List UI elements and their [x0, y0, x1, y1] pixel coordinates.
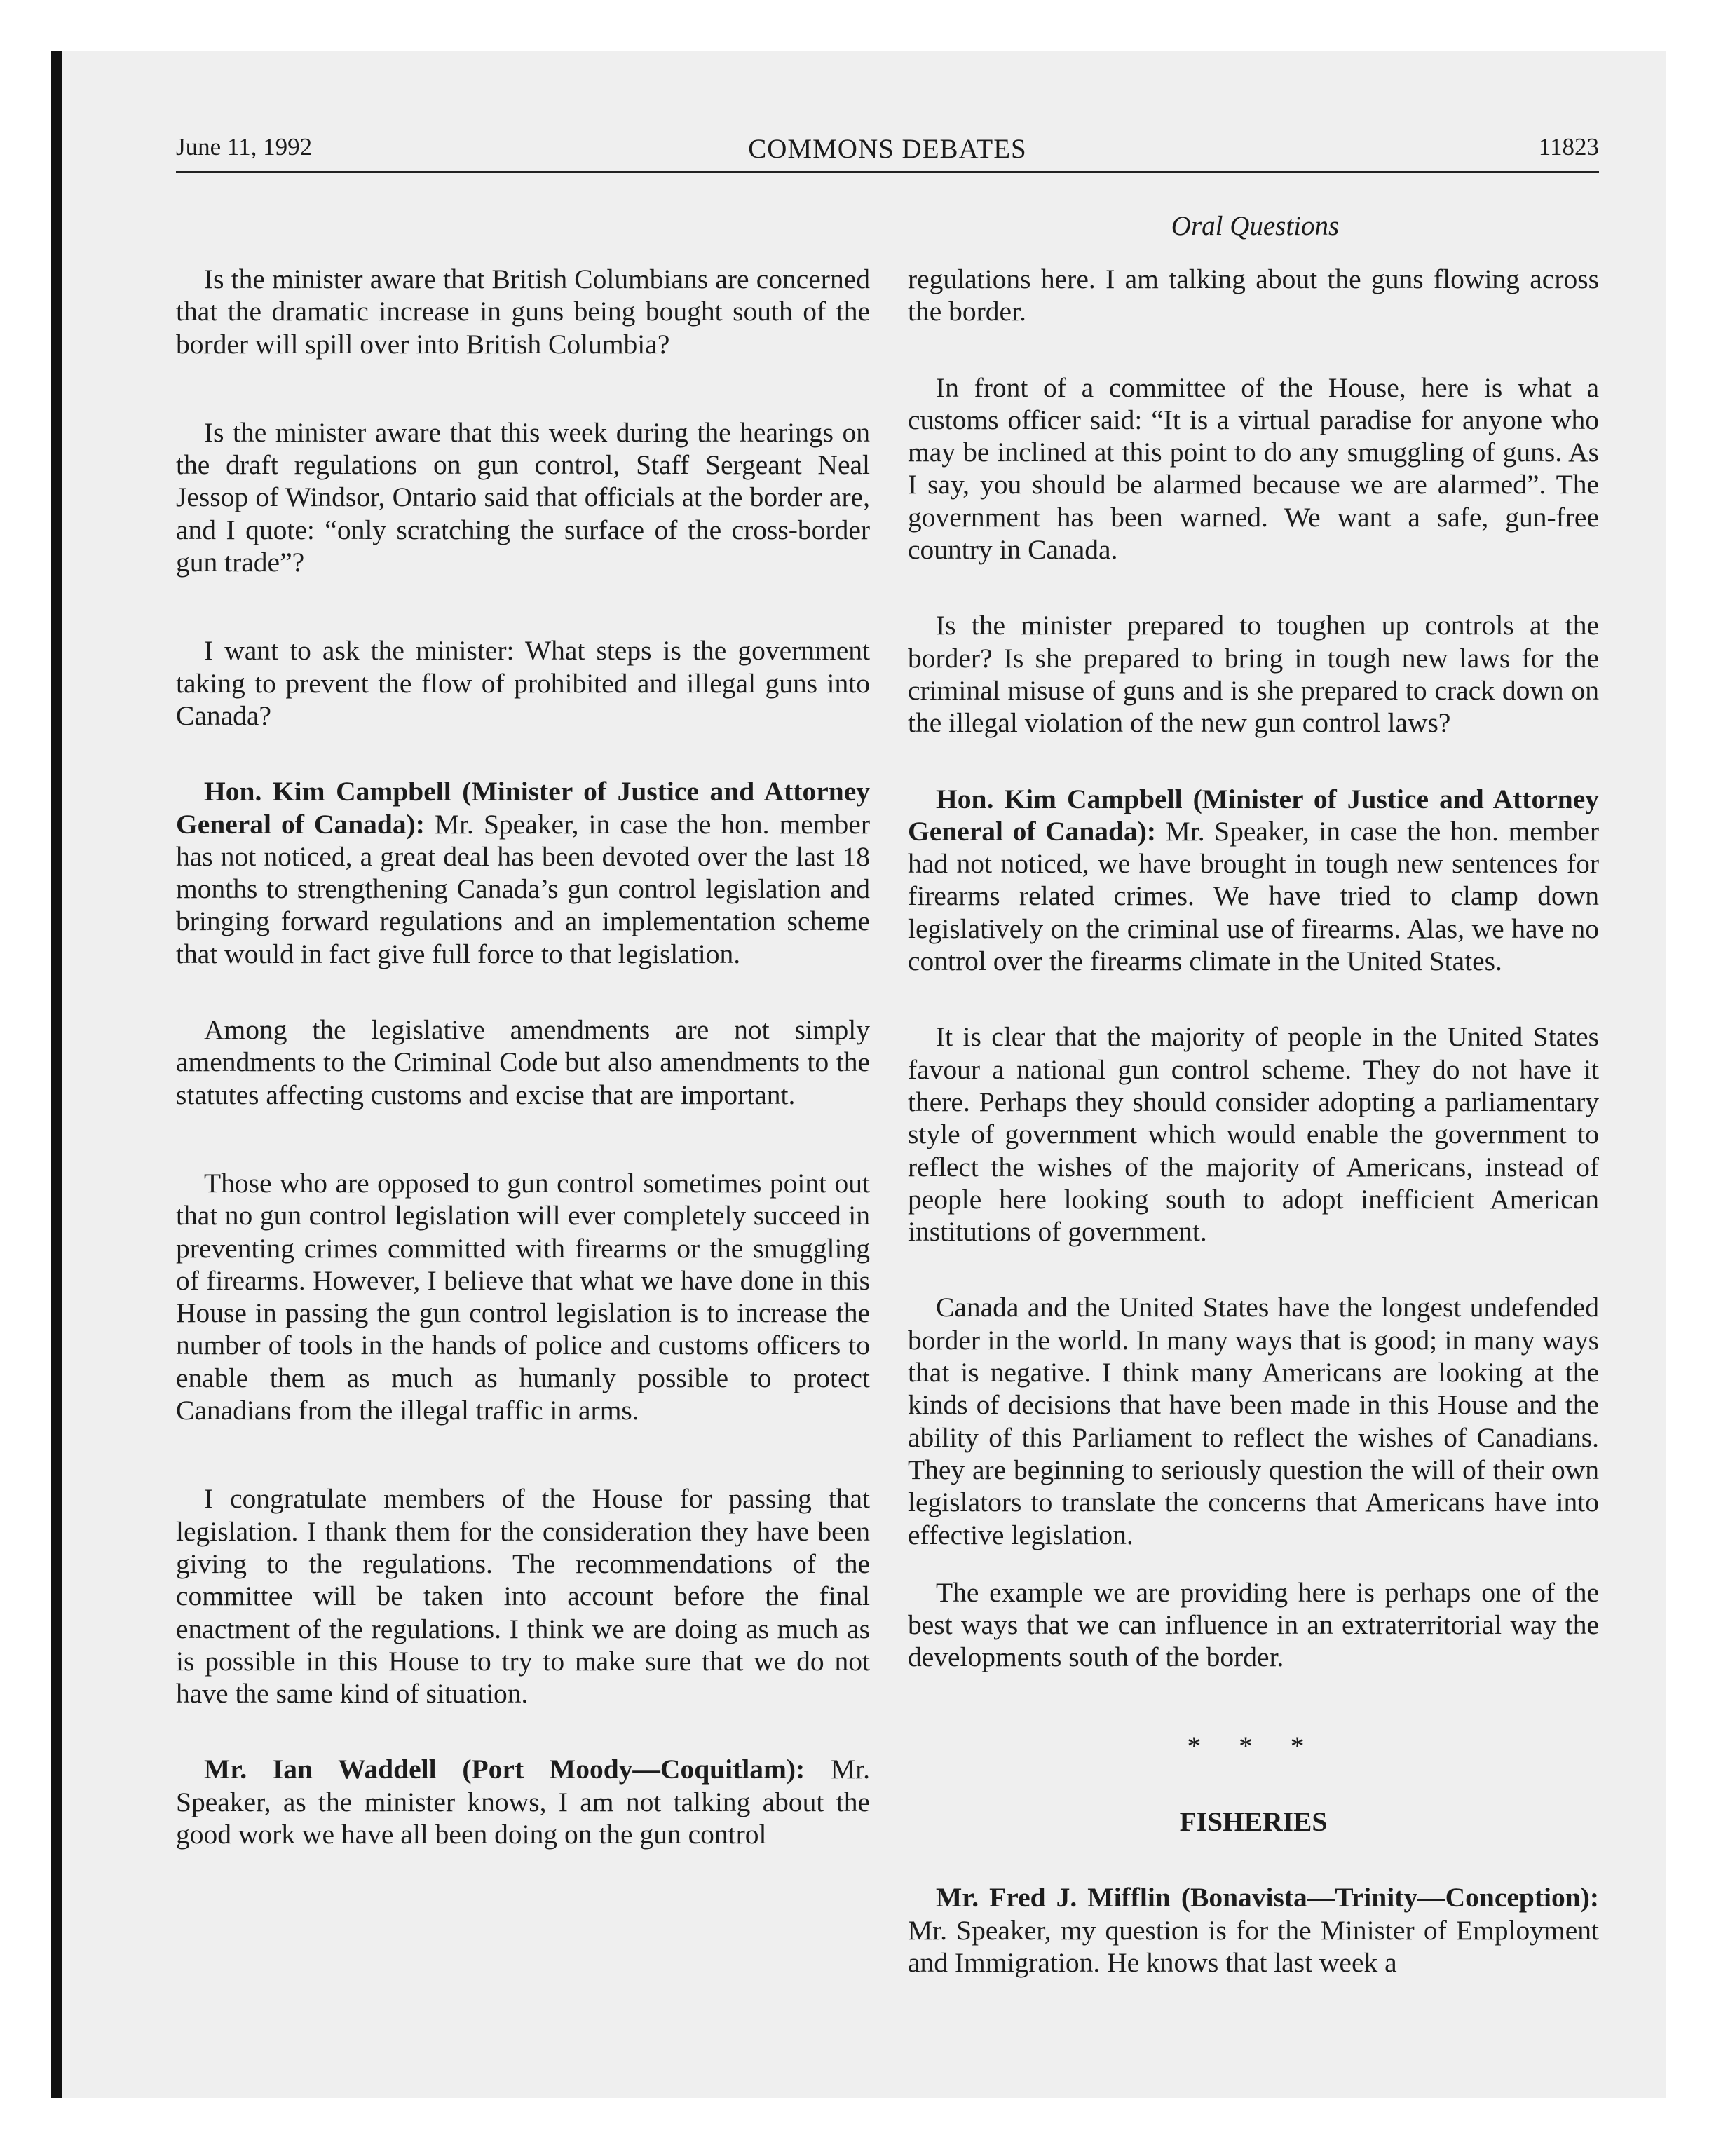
left-paragraph-4: [176, 775, 870, 970]
header-page-number: 11823: [1538, 133, 1599, 161]
running-head: Oral Questions: [1171, 211, 1340, 241]
right-paragraph-3: Is the minister prepared to toughen up controls at the border? Is she prepared to bring in tough new laws for the criminal misuse of guns and is she prepared to crack down on the illegal violation of the new gun control laws?: [908, 610, 1599, 739]
right-paragraph-8: [908, 1881, 1599, 1979]
section-title: FISHERIES: [1179, 1806, 1328, 1837]
speech-text: Mr. Speaker, in case the hon. member had not noticed, we have brought in tough new sentences for firearms related crimes. We have tried to clamp down legislatively on the criminal use of firearms. Alas, we have no control over the firearms climate in the United States.: [908, 815, 1600, 977]
left-paragraph-3: I want to ask the minister: What steps is the government taking to prevent the flow of prohibited and illegal guns into Canada?: [176, 635, 870, 731]
speaker-name: Mr. Ian Waddell (Port Moody—Coquitlam):: [204, 1754, 805, 1785]
header-rule: [176, 171, 1599, 173]
section-separator: * * *: [1187, 1730, 1320, 1761]
right-column: [908, 263, 1599, 1979]
right-paragraph-1: regulations here. I am talking about the guns flowing across the border.: [908, 264, 1599, 327]
left-paragraph-6: Those who are opposed to gun control sometimes point out that no gun control legislation will ever completely succeed in preventing crimes committed with firearms or the smuggling of firearms. However, I believe that what we have done in this House in passing the gun control legislation is to increase the number of tools in the hands of police and customs officers to enable them as much as humanly possible to protect Canadians from the illegal traffic in arms.: [176, 1167, 870, 1426]
speech-text: Mr. Speaker, my question is for the Minister of Employment and Immigration. He knows that last week a: [908, 1914, 1599, 1978]
header-date: June 11, 1992: [176, 133, 313, 161]
page-header: [176, 133, 1599, 175]
header-title: COMMONS DEBATES: [748, 134, 1027, 164]
speech-text: Mr. Speaker, as the minister knows, I am not talking about the good work we have all been doing on the gun control: [176, 1754, 870, 1850]
right-paragraph-5: It is clear that the majority of people in the United States favour a national gun control scheme. They do not have it there. Perhaps they should consider adopting a parliamentary style of government which would enable the government to reflect the wishes of the majority of Americans, instead of people here looking south to adopt inefficient American institutions of government.: [908, 1021, 1599, 1248]
left-paragraph-1: Is the minister aware that British Columbians are concerned that the dramatic increase in guns being bought south of the border will spill over into British Columbia?: [176, 264, 870, 360]
left-column: [176, 263, 870, 1850]
speaker-name: Hon. Kim Campbell (Minister of Justice and Attorney General of Canada):: [908, 783, 1599, 847]
right-paragraph-4: [908, 783, 1599, 978]
speaker-name: Mr. Fred J. Mifflin (Bonavista—Trinity—Conception):: [936, 1882, 1599, 1913]
right-paragraph-2: In front of a committee of the House, here is what a customs officer said: “It is a virtual paradise for anyone who may be inclined at this point to do any smuggling of guns. As I say, you should be alarmed because we are alarmed”. The government has been warned. We want a safe, gun-free country in Canada.: [908, 371, 1599, 566]
right-paragraph-6: Canada and the United States have the longest undefended border in the world. In many ways that is good; in many ways that is negative. I think many Americans are looking at the kinds of decisions that have been made in this House and the ability of this Parliament to reflect the wishes of Canadians. They are beginning to seriously question the will of their own legislators to translate the concerns that Americans have into effective legislation.: [908, 1292, 1599, 1550]
speaker-name: Hon. Kim Campbell (Minister of Justice and Attorney General of Canada):: [176, 776, 870, 840]
left-paragraph-2: Is the minister aware that this week during the hearings on the draft regulations on gun control, Staff Sergeant Neal Jessop of Windsor, Ontario said that officials at the border are, and I quote: “only scratching the surface of the cross-border gun trade”?: [176, 416, 870, 578]
left-paragraph-8: [176, 1753, 870, 1850]
scan-edge: [51, 51, 62, 2098]
speech-text: Mr. Speaker, in case the hon. member has not noticed, a great deal has been devoted over the last 18 months to strengthening Canada’s gun control legislation and bringing forward regulations and an implementation scheme that would in fact give full force to that legislation.: [176, 808, 870, 969]
left-paragraph-7: I congratulate members of the House for passing that legislation. I thank them for the consideration they have been giving to the regulations. The recommendations of the committee will be taken into account before the final enactment of the regulations. I think we are doing as much as is possible in this House to try to make sure that we do not have the same kind of situation.: [176, 1483, 870, 1710]
right-paragraph-7: The example we are providing here is perhaps one of the best ways that we can influence in an extraterritorial way the developments south of the border.: [908, 1576, 1599, 1673]
left-paragraph-5: Among the legislative amendments are not simply amendments to the Criminal Code but also amendments to the statutes affecting customs and excise that are important.: [176, 1014, 870, 1110]
